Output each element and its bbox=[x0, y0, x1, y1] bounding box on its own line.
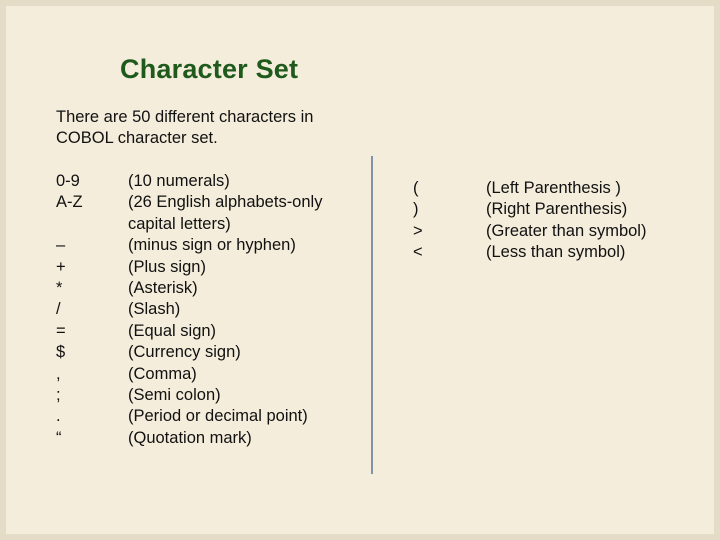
symbol: = bbox=[56, 321, 66, 340]
description: (Slash) bbox=[128, 300, 181, 319]
symbol: $ bbox=[56, 343, 66, 362]
symbol: – bbox=[56, 236, 66, 255]
description: (minus sign or hyphen) bbox=[128, 236, 296, 255]
symbol: ) bbox=[413, 200, 419, 219]
description: (Currency sign) bbox=[128, 343, 241, 362]
description: (Plus sign) bbox=[128, 257, 206, 276]
symbol: > bbox=[413, 221, 423, 240]
left-symbol-column bbox=[56, 171, 83, 449]
description: (Comma) bbox=[128, 364, 197, 383]
description: (Left Parenthesis ) bbox=[486, 179, 621, 197]
description: (Equal sign) bbox=[128, 321, 217, 340]
description: (Quotation mark) bbox=[128, 428, 252, 447]
intro-line-1: There are 50 different characters in bbox=[56, 108, 314, 126]
left-description-column bbox=[128, 171, 322, 449]
symbol: . bbox=[56, 407, 61, 426]
symbol: + bbox=[56, 257, 66, 276]
right-symbol-column bbox=[413, 178, 423, 264]
column-divider bbox=[371, 156, 373, 474]
slide-title: Character Set bbox=[120, 54, 299, 84]
symbol: ( bbox=[413, 179, 419, 197]
description: (26 English alphabets-only bbox=[128, 193, 323, 212]
symbol: / bbox=[56, 300, 61, 319]
symbol bbox=[56, 214, 83, 235]
description: capital letters) bbox=[128, 214, 231, 233]
description: (Right Parenthesis) bbox=[486, 200, 628, 219]
intro-text bbox=[56, 107, 376, 149]
symbol: * bbox=[56, 279, 63, 298]
symbol: , bbox=[56, 364, 61, 383]
description: (Semi colon) bbox=[128, 386, 221, 405]
intro-line-2: COBOL character set. bbox=[56, 129, 218, 147]
description: (Period or decimal point) bbox=[128, 407, 308, 426]
symbol: 0-9 bbox=[56, 172, 80, 190]
description: (Asterisk) bbox=[128, 279, 198, 298]
symbol: < bbox=[413, 243, 423, 262]
symbol: ; bbox=[56, 386, 61, 405]
symbol: “ bbox=[56, 428, 62, 447]
right-description-column bbox=[486, 178, 646, 264]
symbol: A-Z bbox=[56, 193, 83, 212]
description: (Less than symbol) bbox=[486, 243, 626, 262]
description: (Greater than symbol) bbox=[486, 221, 647, 240]
description: (10 numerals) bbox=[128, 172, 230, 190]
